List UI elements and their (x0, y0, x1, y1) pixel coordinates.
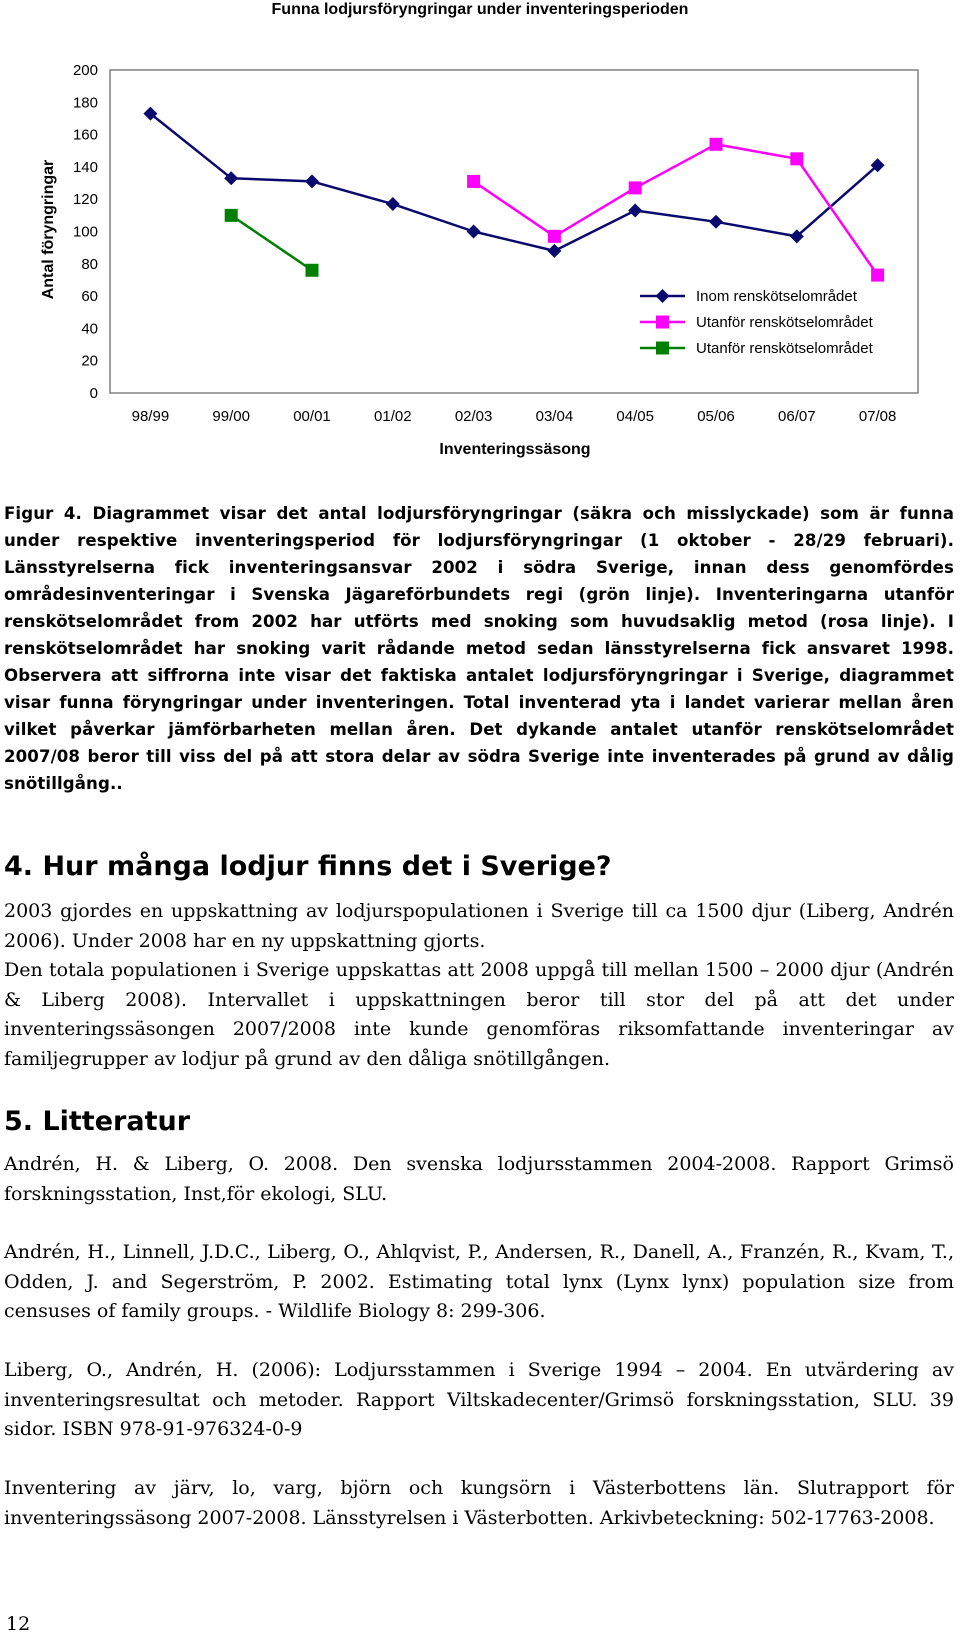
legend-marker (656, 342, 669, 355)
data-point-square (467, 175, 480, 188)
series-line-segment (474, 181, 555, 236)
chart-legend (640, 288, 874, 357)
caption-label: Figur 4. (4, 504, 82, 523)
series-3 (225, 209, 319, 277)
y-tick-label: 20 (81, 352, 98, 370)
section-4-heading: 4. Hur många lodjur finns det i Sverige? (4, 851, 612, 882)
data-point-diamond (305, 174, 319, 188)
data-point-square (871, 269, 884, 282)
section-4-paragraph-2: Den totala populationen i Sverige uppskattas att 2008 uppgå till mellan 1500 – 2000 djur (Andrén & Liberg 2008). Intervallet i uppskattningen beror till stor del på att det under inventeringssäsongen 2007/2008 inte kunde genomföras riksomfattande inventeringar av familjegrupper av lodjur på grund av den dåliga snötillgången. (4, 959, 954, 1070)
x-axis-title: Inventeringssäsong (439, 441, 591, 458)
y-axis-title: Antal föryngringar (40, 159, 57, 300)
x-tick-label: 04/05 (616, 408, 654, 425)
data-point-square (790, 152, 803, 165)
y-tick-label: 40 (81, 320, 98, 338)
chart-axes (40, 62, 918, 458)
x-tick-label: 05/06 (697, 408, 735, 425)
data-point-square (710, 138, 723, 151)
series-line-segment (554, 211, 635, 251)
series-line-segment (231, 215, 312, 270)
y-tick-label: 0 (89, 385, 98, 402)
data-point-square (306, 264, 319, 277)
series-2 (467, 138, 884, 282)
data-point-diamond (467, 225, 481, 239)
series-line-segment (231, 178, 312, 181)
x-tick-label: 02/03 (454, 408, 493, 425)
y-tick-label: 160 (72, 126, 98, 144)
y-tick-label: 100 (72, 223, 98, 241)
series-line-segment (474, 232, 555, 251)
data-point-square (629, 181, 642, 194)
data-point-diamond (628, 204, 642, 218)
legend-marker (656, 289, 670, 303)
y-tick-label: 120 (72, 191, 98, 209)
legend-marker (656, 316, 669, 329)
chart-title: Funna lodjursföryngringar under inventeringsperioden (271, 1, 689, 18)
legend-label: Utanför renskötselområdet (696, 314, 873, 331)
reference-1: Andrén, H. & Liberg, O. 2008. Den svenska lodjursstammen 2004-2008. Rapport Grimsö forskningsstation, Inst,för ekologi, SLU. (4, 1153, 954, 1205)
x-tick-label: 03/04 (535, 408, 574, 425)
series-line-segment (635, 211, 716, 222)
series-line-segment (312, 181, 393, 204)
x-tick-label: 01/02 (374, 408, 412, 425)
x-tick-label: 06/07 (778, 408, 816, 425)
series-line-segment (393, 204, 474, 231)
data-point-square (548, 230, 561, 243)
series-line-segment (150, 114, 231, 179)
reference-4: Inventering av järv, lo, varg, björn och kungsörn i Västerbottens län. Slutrapport för inventeringssäsong 2007-2008. Länsstyrelsen i Västerbotten. Arkivbeteckning: 502-17763-2008. (4, 1477, 954, 1529)
chart-series-group (143, 107, 884, 282)
series-line-segment (716, 222, 797, 237)
section-5-heading: 5. Litteratur (4, 1106, 191, 1137)
x-tick-label: 98/99 (131, 408, 170, 425)
x-tick-label: 07/08 (858, 408, 897, 425)
reference-3: Liberg, O., Andrén, H. (2006): Lodjursstammen i Sverige 1994 – 2004. En utvärdering av inventeringsresultat och metoder. Rapport Viltskadecenter/Grimsö forskningsstation, SLU. 39 sidor. ISBN 978-91-976324-0-9 (4, 1359, 954, 1440)
series-1 (143, 107, 884, 258)
section-4-paragraph-1: 2003 gjordes en uppskattning av lodjurspopulationen i Sverige till ca 1500 djur (Liberg, Andrén 2006). Under 2008 har en ny uppskattning gjorts. (4, 900, 954, 952)
y-tick-label: 60 (81, 288, 98, 306)
data-point-diamond (709, 215, 723, 229)
series-line-segment (554, 188, 635, 236)
page-number: 12 (6, 1613, 31, 1635)
y-tick-label: 200 (72, 62, 98, 79)
y-tick-label: 180 (72, 94, 98, 112)
data-point-diamond (547, 244, 561, 258)
series-line-segment (716, 144, 797, 159)
line-chart (0, 30, 960, 470)
series-line-segment (635, 144, 716, 188)
y-tick-label: 140 (72, 158, 98, 176)
legend-label: Inom renskötselområdet (696, 288, 857, 305)
legend-label: Utanför renskötselområdet (696, 340, 873, 357)
x-tick-label: 00/01 (293, 408, 331, 425)
data-point-square (225, 209, 238, 222)
figure-caption (4, 500, 954, 797)
caption-text: Diagrammet visar det antal lodjursföryngringar (säkra och misslyckade) som är funna under respektive inventeringsperiod för lodjursföryngringar (1 oktober - 28/29 februari). Länsstyrelserna fick inventeringsansvar 2002 i södra Sverige, innan dess genomfördes områdesinventeringar i Svenska Jägareförbundets regi (grön linje). Inventeringarna utanför renskötselområdet from 2002 har utförts med snoking som huvudsaklig metod (rosa linje). I renskötselområdet har snoking varit rådande metod sedan länsstyrelserna fick ansvaret 1998. Observera att siffrorna inte visar det faktiska antalet lodjursföryngringar i Sverige, diagrammet visar funna föryngringar under inventeringen. Total inventerad yta i landet varierar mellan åren vilket påverkar jämförbarheten mellan åren. Det dykande antalet utanför renskötselområdet 2007/08 beror till viss del på att stora delar av södra Sverige inte inventerades på grund av dålig snötillgång.. (4, 504, 954, 793)
reference-2: Andrén, H., Linnell, J.D.C., Liberg, O., Ahlqvist, P., Andersen, R., Danell, A., Franzén, R., Kvam, T., Odden, J. and Segerström, P. 2002. Estimating total lynx (Lynx lynx) population size from censuses of family groups. - Wildlife Biology 8: 299-306. (4, 1241, 954, 1322)
data-point-diamond (386, 197, 400, 211)
y-tick-label: 80 (81, 255, 98, 273)
x-tick-label: 99/00 (212, 408, 250, 425)
